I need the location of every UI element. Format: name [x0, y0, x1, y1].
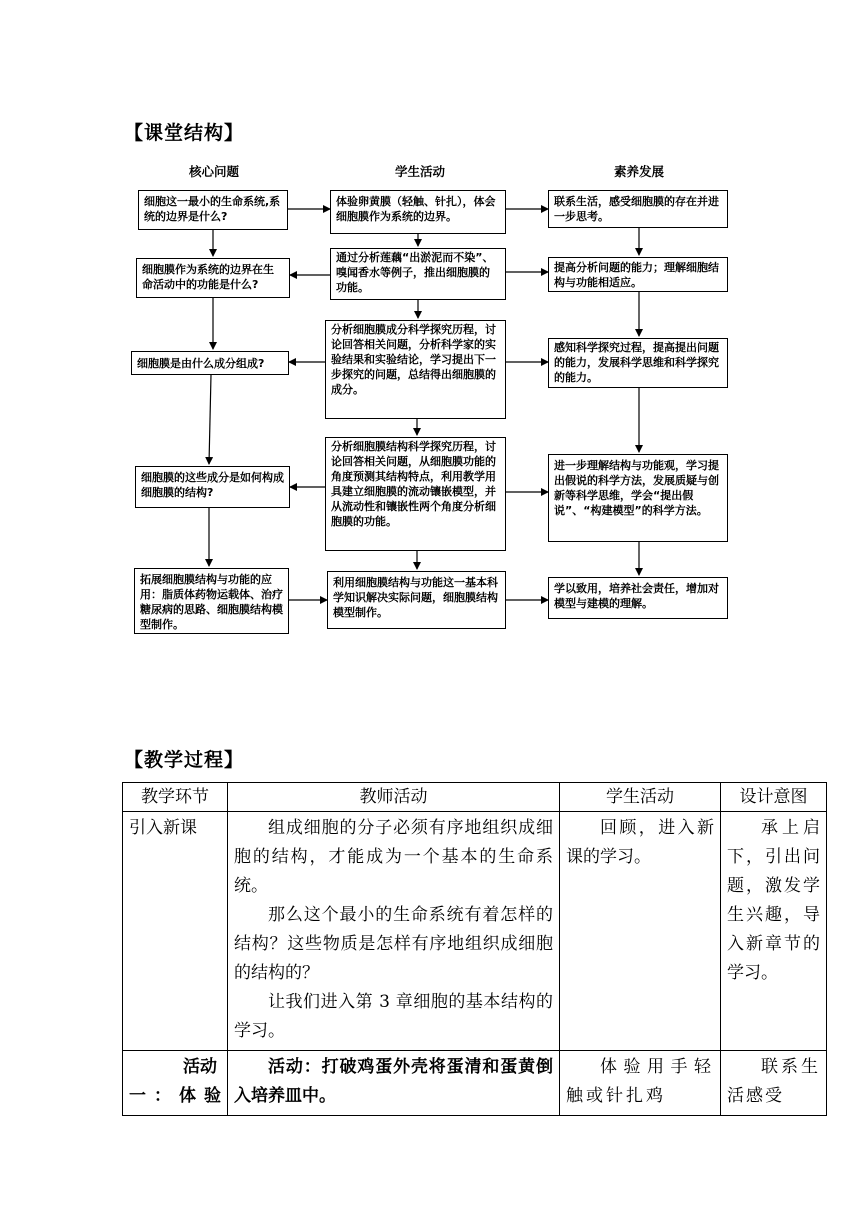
- literacy-development-box-5: 学以致用，培养社会责任，增加对模型与建模的理解。: [548, 577, 728, 619]
- student-activity-text: 回顾，进入新课的学习。: [566, 818, 714, 867]
- design-intent-text: 承上启下，引出问题，激发学生兴趣，导入新章节的学习。: [727, 818, 820, 983]
- process-heading: 【教学过程】: [124, 749, 245, 771]
- column-header-core-questions: 核心问题: [188, 164, 239, 179]
- literacy-development-box-3: 感知科学探究过程，提高提出问题的能力，发展科学思维和科学探究的能力。: [548, 338, 728, 388]
- teaching-process-table: [122, 782, 827, 1116]
- student-activity-box-1: 体验卵黄膜（轻触、针扎），体会细胞膜作为系统的边界。: [330, 190, 506, 234]
- stage-text: 引入新课: [129, 818, 197, 838]
- student-activity-box-4: 分析细胞膜结构科学探究历程，讨论回答相关问题，从细胞膜功能的角度预测其结构特点，利用教学用具建立细胞膜的流动镶嵌模型，并从流动性和镶嵌性两个角度分析细胞膜的功能。: [325, 437, 506, 551]
- student-activity-text: 体验用手轻触或针扎鸡: [566, 1057, 714, 1106]
- core-question-box-2: 细胞膜作为系统的边界在生命活动中的功能是什么?: [136, 258, 290, 298]
- teacher-paragraph-3: 让我们进入第 3 章细胞的基本结构的学习。: [234, 992, 553, 1041]
- stage-line-1: 活动: [183, 1057, 217, 1077]
- table-header-row: [123, 783, 827, 812]
- table-row: [123, 812, 827, 1051]
- teacher-paragraph-1: 组成细胞的分子必须有序地组织成细胞的结构，才能成为一个基本的生命系统。: [234, 818, 553, 896]
- stage-cell: [123, 812, 228, 1051]
- teacher-activity-cell: [228, 1051, 560, 1116]
- column-header-student-activities: 学生活动: [394, 164, 445, 179]
- student-activity-box-2: 通过分析莲藕“出淤泥而不染”、嗅闻香水等例子，推出细胞膜的功能。: [330, 248, 506, 300]
- literacy-development-box-1: 联系生活，感受细胞膜的存在并进一步思考。: [548, 190, 728, 228]
- student-activity-cell: [560, 812, 721, 1051]
- header-student-activity: 学生活动: [560, 783, 721, 812]
- design-intent-cell: [721, 1051, 827, 1116]
- core-question-box-1: 细胞这一最小的生命系统,系统的边界是什么?: [138, 190, 288, 230]
- teacher-activity-cell: [228, 812, 560, 1051]
- stage-line-2: 一：体验: [129, 1086, 221, 1106]
- student-activity-box-5: 利用细胞膜结构与功能这一基本科学知识解决实际问题，细胞膜结构模型制作。: [327, 571, 506, 629]
- header-stage: 教学环节: [123, 783, 228, 812]
- literacy-development-box-2: 提高分析问题的能力；理解细胞结构与功能相适应。: [548, 257, 728, 292]
- student-activity-box-3: 分析细胞膜成分科学探究历程，讨论回答相关问题，分析科学家的实验结果和实验结论，学习提出下一步探究的问题，总结得出细胞膜的成分。: [325, 320, 506, 419]
- teacher-activity-text: 活动：打破鸡蛋外壳将蛋清和蛋黄倒入培养皿中。: [234, 1057, 553, 1106]
- design-intent-text: 联系生活感受: [727, 1057, 820, 1106]
- column-header-literacy-development: 素养发展: [613, 164, 664, 179]
- header-teacher-activity: 教师活动: [228, 783, 560, 812]
- core-question-box-5: 拓展细胞膜结构与功能的应用：脂质体药物运载体、治疗糖尿病的思路、细胞膜结构模型制作。: [134, 568, 289, 634]
- literacy-development-box-4: 进一步理解结构与功能观，学习提出假说的科学方法，发展质疑与创新等科学思维，学会“提出假说”、“构建模型”的科学方法。: [548, 454, 728, 542]
- design-intent-cell: [721, 812, 827, 1051]
- structure-heading: 【课堂结构】: [124, 122, 245, 144]
- student-activity-cell: [560, 1051, 721, 1116]
- stage-cell: [123, 1051, 228, 1116]
- table-row: [123, 1051, 827, 1116]
- core-question-box-4: 细胞膜的这些成分是如何构成细胞膜的结构?: [135, 466, 290, 508]
- core-question-box-3: 细胞膜是由什么成分组成?: [131, 351, 289, 375]
- header-design-intent: 设计意图: [721, 783, 827, 812]
- teacher-paragraph-2: 那么这个最小的生命系统有着怎样的结构？这些物质是怎样有序地组织成细胞的结构的？: [234, 905, 553, 983]
